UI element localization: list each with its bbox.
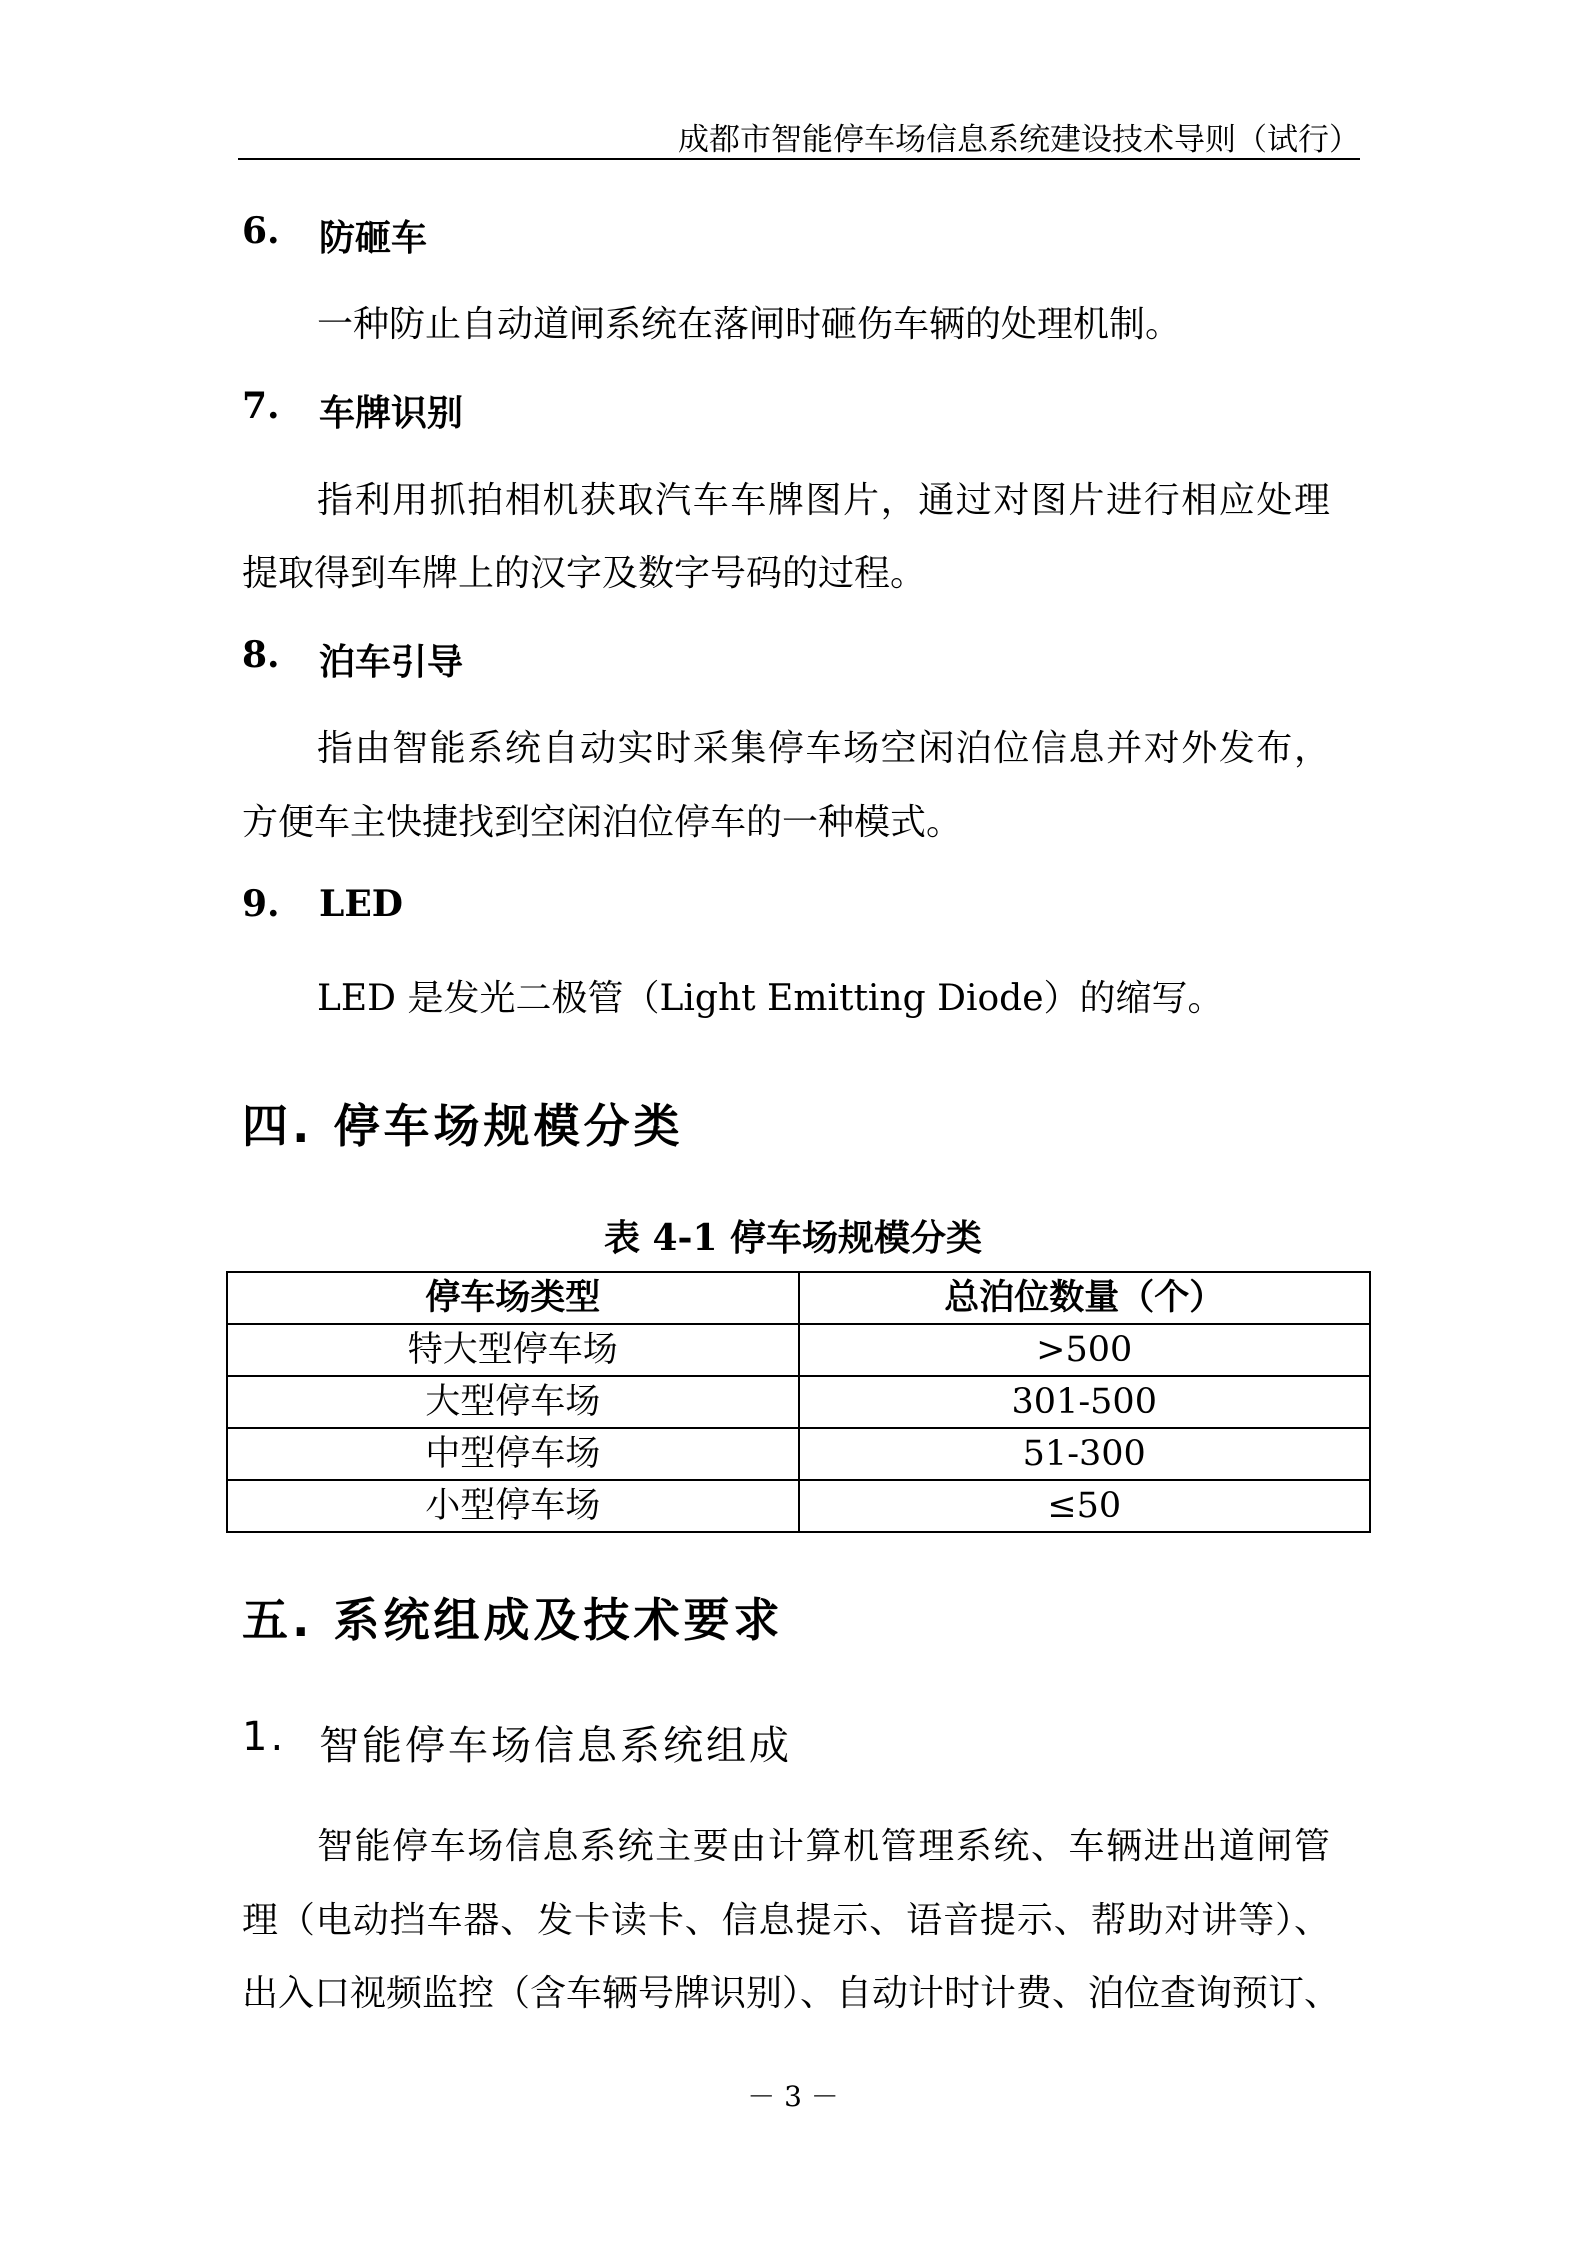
paragraph-line-3: 出入口视频监控（含车辆号牌识别）、自动计时计费、泊位查询预订、 xyxy=(242,1973,1341,2014)
cell: 51-300 xyxy=(799,1428,1371,1480)
cell: 中型停车场 xyxy=(227,1428,799,1480)
parking-scale-table xyxy=(226,1271,1371,1533)
cell: 301-500 xyxy=(799,1376,1371,1428)
table-header-row xyxy=(227,1272,1370,1324)
subsection-1-number: 1. xyxy=(242,1714,287,1760)
running-header: 成都市智能停车场信息系统建设技术导则（试行） xyxy=(678,122,1360,158)
term-8-text-2: 方便车主快捷找到空闲泊位停车的一种模式。 xyxy=(242,802,963,843)
term-8-text-1: 指由智能系统自动实时采集停车场空闲泊位信息并对外发布， xyxy=(317,728,1330,769)
table-row xyxy=(227,1480,1370,1532)
table-row xyxy=(227,1324,1370,1376)
term-9-number: 9. xyxy=(242,883,280,925)
cell: 小型停车场 xyxy=(227,1480,799,1532)
term-8-title: 泊车引导 xyxy=(319,641,464,683)
cell: ≤50 xyxy=(799,1480,1371,1532)
term-8-number: 8. xyxy=(242,634,280,676)
term-9-text: LED 是发光二极管（Light Emitting Diode）的缩写。 xyxy=(317,978,1224,1019)
cell: 特大型停车场 xyxy=(227,1324,799,1376)
term-6-text: 一种防止自动道闸系统在落闸时砸伤车辆的处理机制。 xyxy=(317,304,1182,345)
cell: >500 xyxy=(799,1324,1371,1376)
page-number: － 3 － xyxy=(747,2080,839,2113)
section-4-heading: 四. 停车场规模分类 xyxy=(242,1099,684,1153)
term-7-text-1: 指利用抓拍相机获取汽车车牌图片，通过对图片进行相应处理 xyxy=(317,480,1330,521)
table-caption: 表 4-1 停车场规模分类 xyxy=(603,1217,983,1259)
section-5-heading: 五. 系统组成及技术要求 xyxy=(242,1593,784,1647)
term-7-number: 7. xyxy=(242,385,280,427)
table-row xyxy=(227,1428,1370,1480)
header-rule xyxy=(238,158,1360,160)
term-9-title: LED xyxy=(319,883,403,925)
paragraph-line-2: 理（电动挡车器、发卡读卡、信息提示、语音提示、帮助对讲等）、 xyxy=(242,1900,1330,1941)
term-7-title: 车牌识别 xyxy=(319,392,464,434)
subsection-1-title: 智能停车场信息系统组成 xyxy=(319,1723,792,1769)
header-cell: 总泊位数量（个） xyxy=(799,1272,1371,1324)
cell: 大型停车场 xyxy=(227,1376,799,1428)
table-row xyxy=(227,1376,1370,1428)
term-6-title: 防砸车 xyxy=(319,217,428,259)
header-cell: 停车场类型 xyxy=(227,1272,799,1324)
term-6-number: 6. xyxy=(242,210,280,252)
paragraph-line-1: 智能停车场信息系统主要由计算机管理系统、车辆进出道闸管 xyxy=(317,1826,1330,1867)
term-7-text-2: 提取得到车牌上的汉字及数字号码的过程。 xyxy=(242,553,927,594)
